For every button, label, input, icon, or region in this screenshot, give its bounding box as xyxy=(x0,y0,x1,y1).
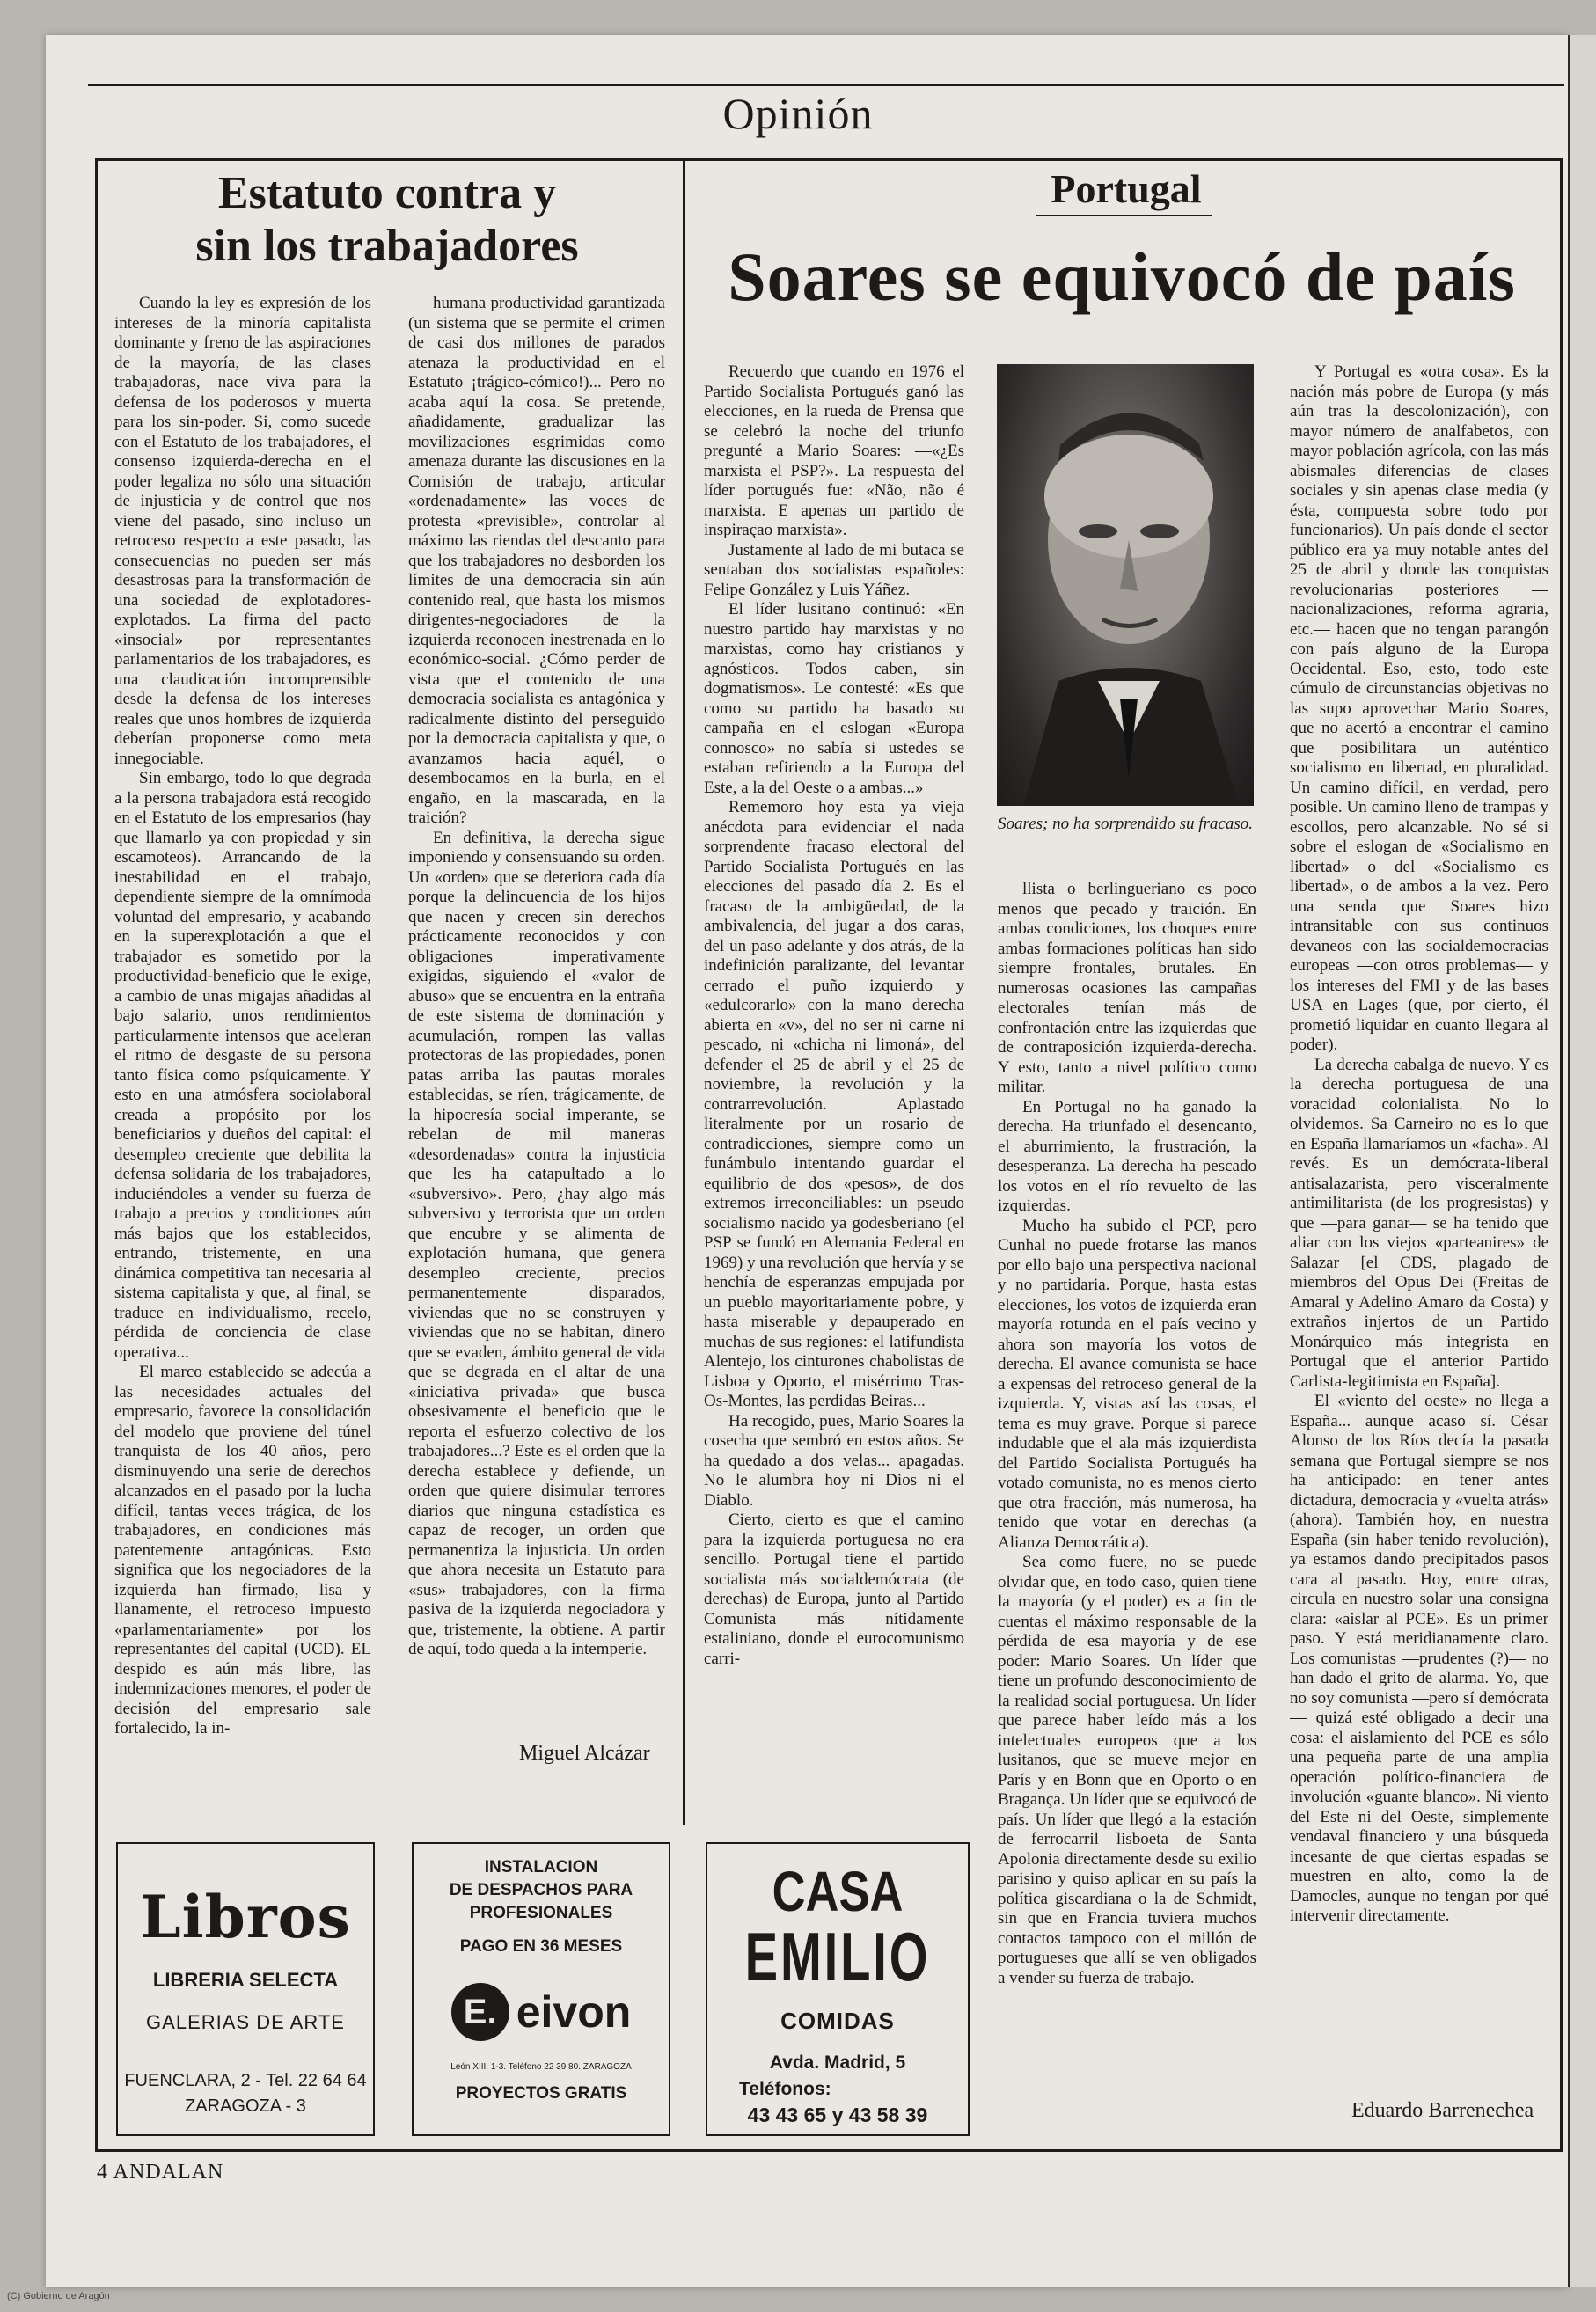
left-article-column-2 xyxy=(408,294,665,1745)
emilio-phones: 43 43 65 y 43 58 39 xyxy=(747,2103,928,2126)
libros-logo: Libros xyxy=(140,1883,351,1951)
paragraph: La derecha cabalga de nuevo. Y es la derecha portuguesa de una voracidad colonialista. No lo olvidemos. Sa Carneiro no es lo que en España llamaríamos un «facha». Al revés. Es un demócrata-liberal antisalazarista, pero visceralmente antimilitarista (de los progresistas) y que —para ganar— se ha tenido que aliar con los viejos «parteanires» de Salazar [el CDS, plagado de miembros del Opus Dei (Freitas de Amaral y Adelino Amaro da Costa) y extraños injertos de un Partido Monárquico más integrista en Portugal que el anterior Partido Carlista-legitimista en España]. xyxy=(1290,1055,1548,1391)
right-article-column-1 xyxy=(704,362,964,1823)
right-article-author: Eduardo Barrenechea xyxy=(1351,2099,1534,2122)
image-credit: (C) Gobierno de Aragón xyxy=(7,2291,110,2301)
eivon-line3: PROFESIONALES xyxy=(469,1904,613,1922)
libros-line2: GALERIAS DE ARTE xyxy=(146,2011,345,2033)
emilio-type: COMIDAS xyxy=(780,2008,895,2034)
eivon-tagline: PROYECTOS GRATIS xyxy=(455,2084,627,2103)
ad-eivon xyxy=(412,1842,670,2136)
emilio-name1: CASA xyxy=(772,1860,904,1923)
paragraph: Cierto, cierto es que el camino para la izquierda portuguesa no era sencillo. Portugal tiene el partido socialista más socialdemócrata (de derechas) de Europa, junto al Partido Comunista más nítidamente estaliniano, donde el eurocomunismo carri- xyxy=(704,1511,964,1668)
emilio-address: Avda. Madrid, 5 xyxy=(769,2052,906,2073)
right-article-column-3 xyxy=(1290,362,1548,2087)
paragraph: llista o berlingueriano es poco menos que pecado y traición. En ambas condiciones, los choques entre ambas formaciones políticas han sido siempre frontales, brutales. En numerosas ocasiones las campañas electorales tenían más de confrontación entre las izquierdas que de contraposición izquierda-derecha. Y esto, tanto a nivel político como militar. xyxy=(998,880,1256,1096)
paragraph: Sea como fuere, no se puede olvidar que, en todo caso, quien tiene la mayoría (y el poder) es a fin de cuentas el máximo responsable de la pérdida de esa mayoría y de ese poder: Mario Soares. Un líder que tiene un profundo desconocimiento de la realidad social portuguesa. Un líder que parece haber leído más a los intelectuales europeos que a los lusitanos, que se mueve mejor en París y en Bonn que en Oporto o en Bragança. Un líder que se equivocó de país. Un líder que llegó a la estación de ferrocarril lisboeta de Santa Apolonia directamente desde su exilio parisino y quiso aplicar en su país la política giscardiana o la de Schmidt, sin que en Francia tuviera muchos contactos tampoco con el millón de portugueses que allí se ven obligados a vender su fuerza de trabajo. xyxy=(998,1553,1256,1987)
right-kicker: Portugal xyxy=(1051,166,1202,211)
paragraph: Y Portugal es «otra cosa». Es la nación más pobre de Europa (y más aún tras la descolonización), con mayor número de analfabetos, con mayor población agrícola, con las más abismales diferencias de clases sociales y sin apenas clase media (y ésta, compuesta sobre todo por funcionarios). Un país donde el sector público era ya muy notable antes del 25 de abril y donde las conquistas revolucionarias posteriores —nacionalizaciones, reforma agraria, etc.— hacen que no tengan parangón con país alguno de la Europa Occidental. Eso, esto, todo este cúmulo de circunstancias objetivas no las supo aprovechar Mario Soares, que no acertó a encontrar el camino que posibilitara un auténtico socialismo en libertad, en pluralidad. Un camino difícil, en verdad, pero posible. Un camino lleno de trampas y escollos, pero alcanzable. No sé si sobre el eslogan de «Socialismo en libertad» o del «Socialismo es libertad», o de ambos a la vez. Pero una senda que Soares hizo intransitable con sus continuos devaneos con las socialdemocracias europeas —con otros problemas— y los intereses del FMI y de las bases USA en Lages (que, por cierto, él prometió liquidar en cuanto llegara al poder). xyxy=(1290,362,1548,1054)
kicker-underline xyxy=(1036,215,1212,216)
ad-libros xyxy=(116,1842,375,2136)
paragraph: Rememoro hoy esta ya vieja anécdota para evidenciar el nada sorprendente fracaso electoral del Partido Socialista Portugués en las elecciones del pasado día 2. Es el fracaso de la ambigüedad, de la ambivalencia, del jugar a dos caras, del un paso adelante y dos atrás, de la indefinición paralizante, del levantar cerrado el puño izquierdo y «edulcorarlo» con la mano derecha abierta en «v», del no ser ni carne ni pescado, ni «chicha ni limoná», del defender el 25 de abril y el 25 de noviembre, la revolución y la contrarrevolución. Aplastado literalmente por un rosario de contradicciones, siempre como un funámbulo intentando guardar el equilibrio de dos «pesos», de dos extremos irreconciliables: un pseudo socialismo nacido ya godesberiano (el PSP se fundó en Alemania Federal en 1969) y una revolución que hervía y se henchía de esperanzas empujada por un pueblo mayoritariamente pobre, y hasta miserable y depauperado en muchas de sus regiones: el latifundista Alentejo, los cinturones chabolistas de Lisboa y Oporto, el misérrimo Tras-Os-Montes, las perdidas Beiras... xyxy=(704,798,964,1410)
page-footer: 4 ANDALAN xyxy=(97,2161,224,2184)
ad-casa-emilio xyxy=(706,1842,970,2136)
eivon-logo xyxy=(414,1983,669,2041)
eivon-logo-text: eivon xyxy=(516,1987,632,2037)
libros-city: ZARAGOZA - 3 xyxy=(185,2096,306,2116)
left-headline-line1: Estatuto contra y xyxy=(217,168,557,218)
left-article-column-1 xyxy=(114,294,371,1811)
paragraph: humana productividad garantizada (un sistema que se permite el crimen de casi dos millones de parados atenaza la productividad en el Estatuto ¡trágico-cómico!)... Pero no acaba aquí la cosa. Se pretende, añadidamente, gradualizar las movilizaciones esgrimidas como amenaza durante las discusiones en la Comisión de trabajo, articular «ordenadamente» las voces de protesta «previsible», controlar al máximo las riendas del descanto para que los trabajadores no desborden los límites de una democracia sin aún contenido real, que hasta los mismos dirigentes-negociadores de la izquierda reconocen inestrenada en lo económico-social. ¿Cómo perder de vista que el contenido de una democracia socialista es antagónica y radicalmente distinto del perseguido por la democracia capitalista y que, o avanzamos hacia aquél, o desembocamos en la burla, en el engaño, en la mascarada, en la traición? xyxy=(408,294,665,827)
column-divider xyxy=(683,160,685,1825)
paragraph: El marco establecido se adecúa a las necesidades actuales del empresario, favorece la consolidación del modelo que proviene del túnel tranquista de los 40 años, pero disminuyendo una serie de derechos alcanzados en el pasado por la lucha difícil, tantas veces trágica, de los trabajadores, en condiciones más patentemente antagónicas. Esto significa que los negociadores de la izquierda han firmado, lisa y llanamente, el retroceso impuesto «parlamentariamente» por los representantes del capital (UCD). EL despido es aún más libre, las indemnizaciones menores, el poder de decisión del empresario sale fortalecido, la in- xyxy=(114,1363,371,1738)
eivon-line4: PAGO EN 36 MESES xyxy=(459,1937,623,1956)
emilio-name2: EMILIO xyxy=(744,1918,931,1995)
libros-address: FUENCLARA, 2 - Tel. 22 64 64 xyxy=(124,2071,367,2090)
paragraph: Sin embargo, todo lo que degrada a la persona trabajadora está recogido en el Estatuto de los empresarios (hay que llamarlo ya con propiedad y sin escamoteos). Arrancando de la inestabilidad en el trabajo, dependiente siempre de la omnímoda voluntad del empresario, y acabando en la superexplotación a que el trabajador es sometido por la productividad-beneficio que le exige, a cambio de unas migajas añadidas al bajo salario, unos rendimientos particularmente intensos que aceleran el ritmo de desgaste de su persona tanto física como psíquicamente. Y esto en una atmósfera sociolaboral creada a propósito por los beneficiarios y dueños del capital: el desempleo creciente que debilita la defensa solidaria de los trabajadores, induciéndoles a vender su fuerza de trabajo a precios y condiciones aún más bajos que los establecidos, entrando, tristemente, en una dinámica competitiva tan necesaria al sistema capitalista y que, al final, se traduce en individualismo, recelo, pérdida de conciencia de clase operativa... xyxy=(114,769,371,1362)
right-article-column-2 xyxy=(998,880,1256,2129)
emilio-phones-label: Teléfonos: xyxy=(739,2079,831,2099)
paragraph: El «viento del oeste» no llega a España... aunque acaso sí. César Alonso de los Ríos decía la pasada semana que Portugal siempre se nos ha anticipado: en tener antes dictadura, democracia y «vuelta atrás» (ahora). También hoy, en nuestra España (sin haber tenido revolución), ya estamos dando precipitados pasos cara al pasado. Hoy, entre otras, circula en nuestro solar una consigna clara: «aislar al PCE». Es un primer paso. Y está meridianamente claro. Los comunistas —prudentes (?)— no han dado el grito de alarma. Yo, que no soy comunista —pero sí demócrata— quizá esté obligado a decir una cosa: el aislamiento del PCE es sólo una pequeña parte de una amplia operación político-financiera de involución «guante blanco». Ni viento del Este ni del Oeste, simplemente vendaval financiero y una búsqueda incesante de que ciertas espadas se muestren en alto, como la de Damocles, aunque no tengan por qué intervenir directamente. xyxy=(1290,1392,1548,1925)
eivon-address: León XIII, 1-3. Teléfono 22 39 80. ZARAGOZA xyxy=(450,2062,632,2072)
left-article-author: Miguel Alcázar xyxy=(519,1742,650,1765)
paragraph: Ha recogido, pues, Mario Soares la cosecha que sembró en estos años. Se ha quedado a dos velas... apagadas. No le alumbra hoy ni Dios ni el Diablo. xyxy=(704,1411,964,1510)
header-rule xyxy=(88,84,1564,86)
paragraph: En Portugal no ha ganado la derecha. Ha triunfado el desencanto, el aburrimiento, la frustración, la desesperanza. La derecha ha pescado los votos en el río revuelto de las izquierdas. xyxy=(998,1097,1256,1215)
right-headline: Soares se equivocó de país xyxy=(728,238,1516,315)
paragraph: Justamente al lado de mi butaca se sentaban dos socialistas españoles: Felipe González y Luis Yáñez. xyxy=(704,540,964,599)
photo-caption: Soares; no ha sorprendido su fracaso. xyxy=(998,815,1253,833)
paragraph: Recuerdo que cuando en 1976 el Partido Socialista Portugués ganó las elecciones, en la rueda de Prensa que se celebró la noche del triunfo pregunté a Mario Soares: —«¿Es marxista el PSP?». La respuesta del líder portugués fue: «Não, não é marxista. E apenas un partido de inspiraçao marxista». xyxy=(704,362,964,539)
eivon-line2: DE DESPACHOS PARA xyxy=(449,1881,633,1899)
left-headline xyxy=(106,167,669,273)
eivon-line1: INSTALACION xyxy=(484,1858,598,1877)
paragraph: En definitiva, la derecha sigue imponiendo y consensuando su orden. Un «orden» que se deteriora cada día porque la delincuencia de los hijos que nacen y crecen sin derechos prácticamente reconocidos y con obligaciones imperativamente exigidas, siguiendo el «valor de abuso» que se encuentra en la entraña de este sistema de dominación y acumulación, rompen las vallas protectoras de las propiedades, ponen patas arriba las pautas morales establecidas, se ríen, trágicamente, de la hipocresía social imperante, se rebelan de mil maneras «desordenadas» contra la injusticia que les ha catapultado a lo «subversivo». Pero, ¿hay algo más subversivo y terrorista que un orden que encubre y se alimenta de explotación humana, que genera desempleo creciente, precios permanentemente disparados, viviendas que no se construyen y viviendas que no se habitan, dinero que se evaden, ámbito general de vida que se degrada en el altar de una «iniciativa privada» que busca obsesivamente el beneficio que le reporta el esfuerzo colectivo de los trabajadores...? Este es el orden que la derecha establece y defiende, un orden que quiere disimular terrores diarios que ninguna estadística es capaz de recoger, un orden que permanentiza la injusticia. Un orden que ahora necesita un Estatuto para «sus» trabajadores, con la firma pasiva de la izquierda negociadora y que, tristemente, la obtiene. A partir de aquí, todo queda a la intemperie. xyxy=(408,828,665,1658)
next-page-edge xyxy=(1568,35,1596,2287)
section-title: Opinión xyxy=(722,89,874,138)
eivon-logo-mark: E. xyxy=(451,1983,509,2041)
paragraph: Cuando la ley es expresión de los intereses de la minoría capitalista dominante y freno de las aspiraciones de la mayoría, de las clases trabajadoras, nace viva para la defensa de los poderosos y muerta para los sin-poder. Si, como sucede con el Estatuto de los trabajadores, el consenso izquierda-derecha en el poder legaliza no sólo una situación de injusticia y de control que nos viene del pasado, sino incluso un retroceso respecto a este pasado, las consecuencias no pueden ser más desastrosas para la transformación de una sociedad de explotadores-explotados. La firma del pacto «insocial» por representantes parlamentarios de los trabajadores, es una claudicación incomprensible desde la defensa de los intereses reales que unos hombres de izquierda deberían proponerse como meta innegociable. xyxy=(114,294,371,768)
left-headline-line2: sin los trabajadores xyxy=(195,221,579,271)
paragraph: El líder lusitano continuó: «En nuestro partido hay marxistas y no marxistas, como hay cristianos y agnósticos. Todos caben, sin dogmatismos». Le contesté: «Es que como su partido ha basado su campaña en el eslogan «Europa connosco» no sabía si ustedes se estaban refiriendo a la Europa del Este, a la del Oeste o a ambas...» xyxy=(704,600,964,797)
paragraph: Mucho ha subido el PCP, pero Cunhal no puede frotarse las manos por ello bajo una perspectiva nacional y no partidaria. Porque, hasta estas elecciones, los votos de izquierda eran mayoría rotunda en el país vecino y ahora son mayoría los votos de derecha. El avance comunista se hace a expensas del retroceso general de la izquierda. Y, vistas así las cosas, el tema es muy grave. Porque si parece indudable que el ala más izquierdista del Partido Socialista Portugués ha votado comunista, no es menos cierto que otra fracción, más numerosa, ha tenido que votar en derechas (a Alianza Democrática). xyxy=(998,1216,1256,1552)
libros-line1: LIBRERIA SELECTA xyxy=(152,1969,339,1991)
soares-portrait-photo xyxy=(997,364,1254,806)
